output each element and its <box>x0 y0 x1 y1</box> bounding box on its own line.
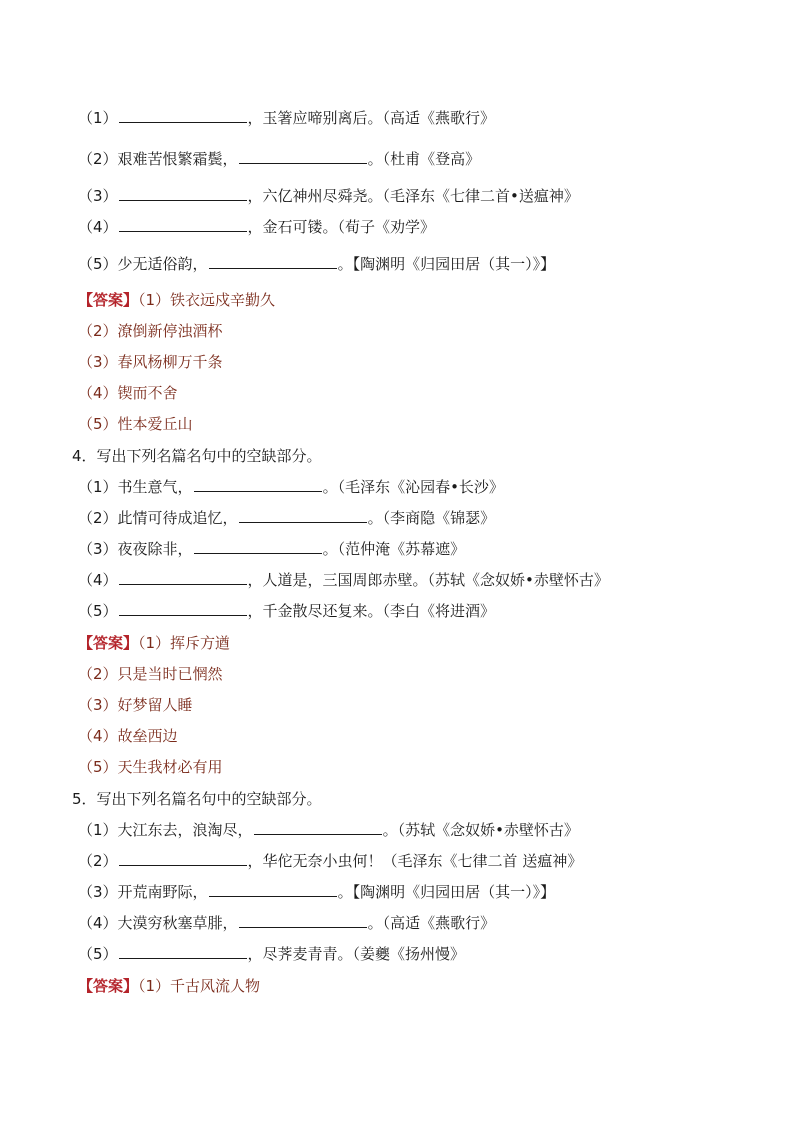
question-line: （1） ，玉箸应啼别离后。（高适《燕歌行》 <box>78 109 496 127</box>
answer-blank[interactable] <box>194 477 322 492</box>
answer-tag: 【答案】 <box>78 634 139 652</box>
answer-tag: 【答案】 <box>78 291 139 309</box>
question-line: （4） ，金石可镂。（荀子《劝学》 <box>78 218 436 236</box>
question-line: （3） ，六亿神州尽舜尧。（毛泽东《七律二首•送瘟神》 <box>78 187 579 205</box>
answer-blank[interactable] <box>119 217 247 232</box>
question-line: （3）开荒南野际， 。【陶渊明《归园田居（其一）》】 <box>78 883 556 901</box>
answer-blank[interactable] <box>119 944 247 959</box>
answer-blank[interactable] <box>239 913 367 928</box>
answer-line: （2）只是当时已惘然 <box>78 665 223 683</box>
answer-blank[interactable] <box>119 570 247 585</box>
answer-line: （5）天生我材必有用 <box>78 758 223 776</box>
answer-blank[interactable] <box>239 149 367 164</box>
answer-blank[interactable] <box>119 851 247 866</box>
question-title: 5．写出下列名篇名句中的空缺部分。 <box>72 790 322 808</box>
answer-blank[interactable] <box>119 186 247 201</box>
question-line: （2）艰难苦恨繁霜鬓， 。（杜甫《登高》 <box>78 150 481 168</box>
question-line: （2） ，华佗无奈小虫何！（毛泽东《七律二首 送瘟神》 <box>78 852 583 870</box>
question-line: （5）少无适俗韵， 。【陶渊明《归园田居（其一）》】 <box>78 255 556 273</box>
answer-blank[interactable] <box>119 108 247 123</box>
answer-line: （2）潦倒新停浊酒杯 <box>78 322 223 340</box>
answer-line: 【答案】（1）铁衣远戍辛勤久 <box>78 291 276 309</box>
question-line: （4） ，人道是，三国周郎赤壁。（苏轼《念奴娇•赤壁怀古》 <box>78 571 609 589</box>
answer-blank[interactable] <box>209 254 337 269</box>
question-line: （3）夜夜除非， 。（范仲淹《苏幕遮》 <box>78 540 466 558</box>
answer-line: （4）锲而不舍 <box>78 384 178 402</box>
question-line: （1）大江东去，浪淘尽， 。（苏轼《念奴娇•赤壁怀古》 <box>78 821 579 839</box>
answer-blank[interactable] <box>254 820 382 835</box>
answer-line: （3）好梦留人睡 <box>78 696 193 714</box>
answer-line: （3）春风杨柳万千条 <box>78 353 223 371</box>
question-line: （5） ，尽荠麦青青。（姜夔《扬州慢》 <box>78 945 466 963</box>
question-line: （2）此情可待成追忆， 。（李商隐《锦瑟》 <box>78 509 496 527</box>
question-line: （4）大漠穷秋塞草腓， 。（高适《燕歌行》 <box>78 914 496 932</box>
question-line: （1）书生意气， 。（毛泽东《沁园春•长沙》 <box>78 478 504 496</box>
answer-line: （4）故垒西边 <box>78 727 178 745</box>
answer-line: 【答案】（1）千古风流人物 <box>78 977 261 995</box>
question-title: 4．写出下列名篇名句中的空缺部分。 <box>72 447 322 465</box>
answer-blank[interactable] <box>119 601 247 616</box>
answer-blank[interactable] <box>209 882 337 897</box>
answer-line: （5）性本爱丘山 <box>78 415 193 433</box>
answer-tag: 【答案】 <box>78 977 139 995</box>
answer-blank[interactable] <box>239 508 367 523</box>
answer-line: 【答案】（1）挥斥方遒 <box>78 634 231 652</box>
question-line: （5） ，千金散尽还复来。（李白《将进酒》 <box>78 602 496 620</box>
answer-blank[interactable] <box>194 539 322 554</box>
